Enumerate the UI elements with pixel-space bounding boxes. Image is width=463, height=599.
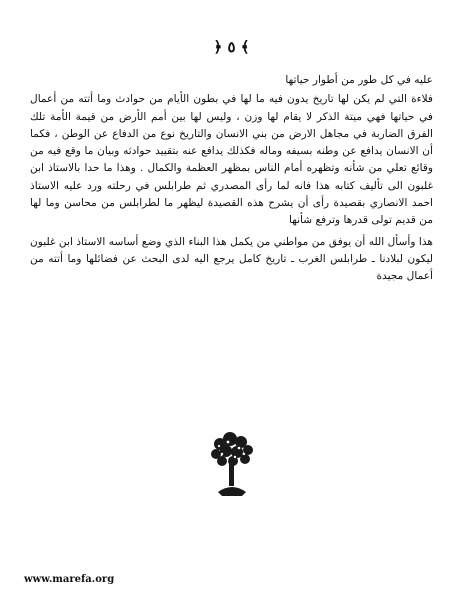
paragraph-1: عليه في كل طور من أطوار حياتها [285, 74, 433, 86]
paragraph-2: فلاءة التي لم يكن لها تاريخ يدون فيه ما لها في بطون الأيام من حوادث وما أتته من أعمال في حياتها فهي ميتة الذكر لا يقام لها وزن ، وليس لها بين أمم الأرض من قيمة الأمة تلك الفرق الضاربة في مجاهل الارض من بني الانسان والتاريخ نوع من الدفاع عن الوطن ، فكما أن الانسان يدافع عن وطنه بسيفه وماله فكذلك يدافع عنه بتقييد حوادثه وبيان ما وقع فيه من وقائع تعلي من شأنه وتظهره أمام الناس بمظهر العظمة والكمال . وهذا ما حدا بالاستاذ ابن غلبون الى تأليف كتابه هذا فانه لما رأى المصدري ثم طرابلس في رحلته ورد عليه الاستاذ احمد الانصاري بقصيدة رأى أن يشرح هذه القصيدة ليظهر ما لطرابلس من محاسن وما لها من قديم تولى قدرها وترفع شأنها [30, 93, 433, 227]
paragraph-3: هذا وأسأل الله أن يوفق من مواطني من يكمل هذا البناء الذي وضع أساسه الاستاذ ابن غلبون ليكون لبلادنا ـ طرابلس الغرب ـ تاريخ كامل يرجع اليه لدى البحث عن فضائلها وما أتته من أعمال مجيدة [30, 235, 433, 283]
tree-ornament-icon [206, 430, 258, 500]
footer-url: www.marefa.org [24, 574, 115, 585]
document-body [30, 72, 433, 288]
page-number-text: ﴿ ٥ ﴾ [213, 38, 250, 56]
page-number [0, 38, 463, 56]
